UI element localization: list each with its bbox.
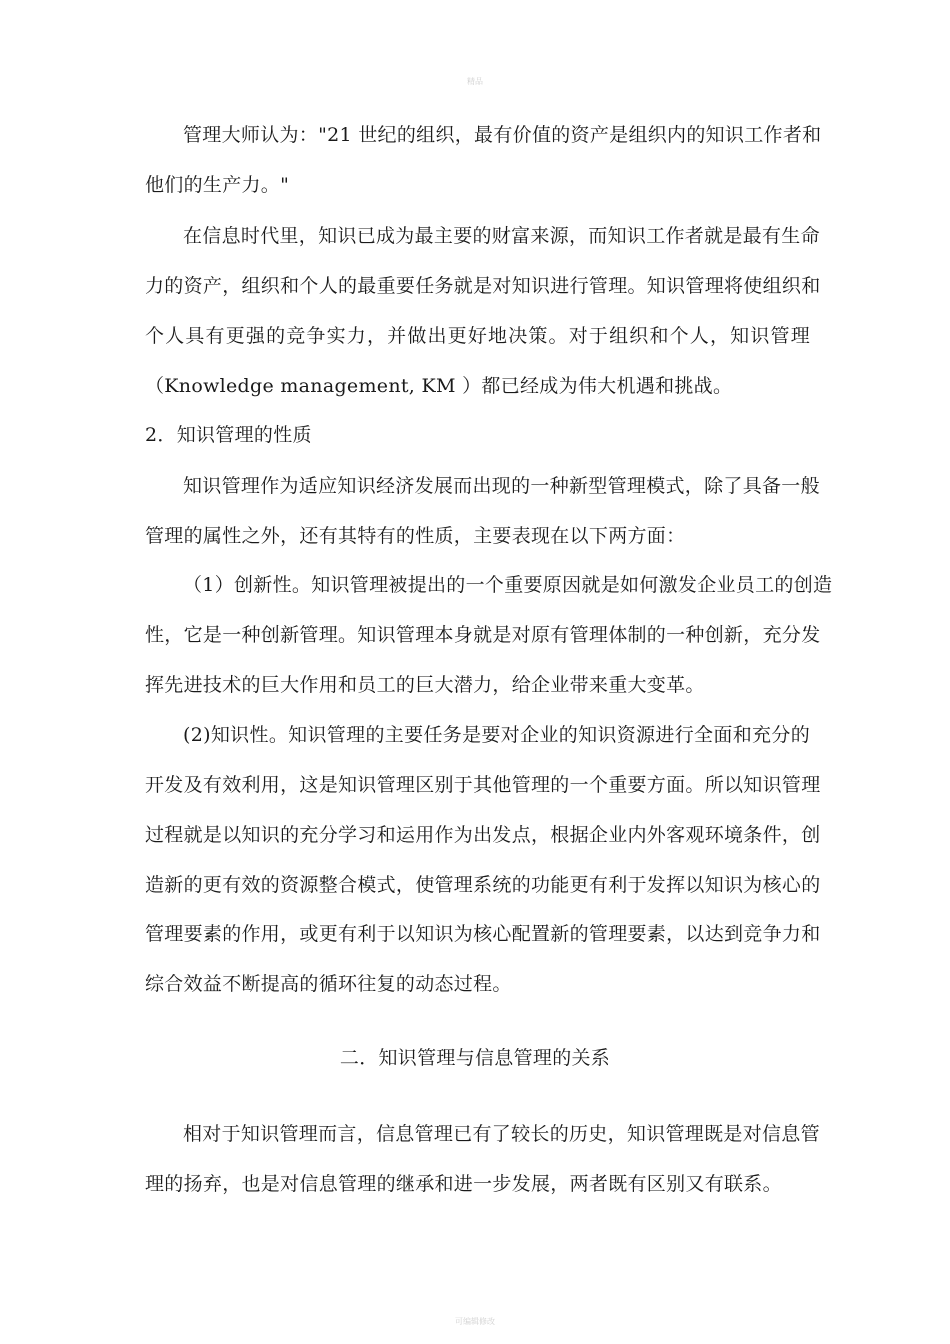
section-title: 二．知识管理与信息管理的关系 — [339, 1047, 611, 1069]
paragraph-line: 理的扬弃，也是对信息管理的继承和进一步发展，两者既有区别又有联系。 — [145, 1173, 782, 1195]
paragraph-line: 开发及有效利用，这是知识管理区别于其他管理的一个重要方面。所以知识管理 — [145, 774, 821, 796]
paragraph-line: 过程就是以知识的充分学习和运用作为出发点，根据企业内外客观环境条件，创 — [145, 824, 821, 846]
paragraph-line: 在信息时代里，知识已成为最主要的财富来源，而知识工作者就是最有生命 — [183, 225, 820, 247]
paragraph-line: 他们的生产力。" — [145, 174, 290, 196]
paragraph-line: 综合效益不断提高的循环往复的动态过程。 — [145, 973, 512, 995]
footer-watermark: 可编辑修改 — [455, 1317, 495, 1326]
paragraph-line: 力的资产，组织和个人的最重要任务就是对知识进行管理。知识管理将使组织和 — [145, 275, 821, 297]
paragraph-line: 管理要素的作用，或更有利于以知识为核心配置新的管理要素，以达到竞争力和 — [145, 923, 821, 945]
paragraph-line: 造新的更有效的资源整合模式，使管理系统的功能更有利于发挥以知识为核心的 — [145, 874, 821, 896]
paragraph-line: 相对于知识管理而言，信息管理已有了较长的历史，知识管理既是对信息管 — [183, 1123, 820, 1145]
paragraph-line: 管理的属性之外，还有其特有的性质，主要表现在以下两方面： — [145, 525, 686, 547]
paragraph-line: 知识管理作为适应知识经济发展而出现的一种新型管理模式，除了具备一般 — [183, 475, 820, 497]
paragraph-line: 性，它是一种创新管理。知识管理本身就是对原有管理体制的一种创新，充分发 — [145, 624, 821, 646]
section-heading: 2．知识管理的性质 — [145, 424, 312, 446]
paragraph-line: 管理大师认为："21 世纪的组织，最有价值的资产是组织内的知识工作者和 — [183, 124, 822, 146]
paragraph-line: （Knowledge management, KM ）都已经成为伟大机遇和挑战。 — [145, 375, 733, 397]
paragraph-line: 个人具有更强的竞争实力，并做出更好地决策。对于组织和个人，知识管理 — [145, 325, 810, 347]
header-watermark: 精品 — [467, 77, 483, 86]
paragraph-line: (2)知识性。知识管理的主要任务是要对企业的知识资源进行全面和充分的 — [183, 724, 810, 746]
paragraph-line: （1）创新性。知识管理被提出的一个重要原因就是如何激发企业员工的创造 — [183, 574, 833, 596]
paragraph-line: 挥先进技术的巨大作用和员工的巨大潜力，给企业带来重大变革。 — [145, 674, 705, 696]
